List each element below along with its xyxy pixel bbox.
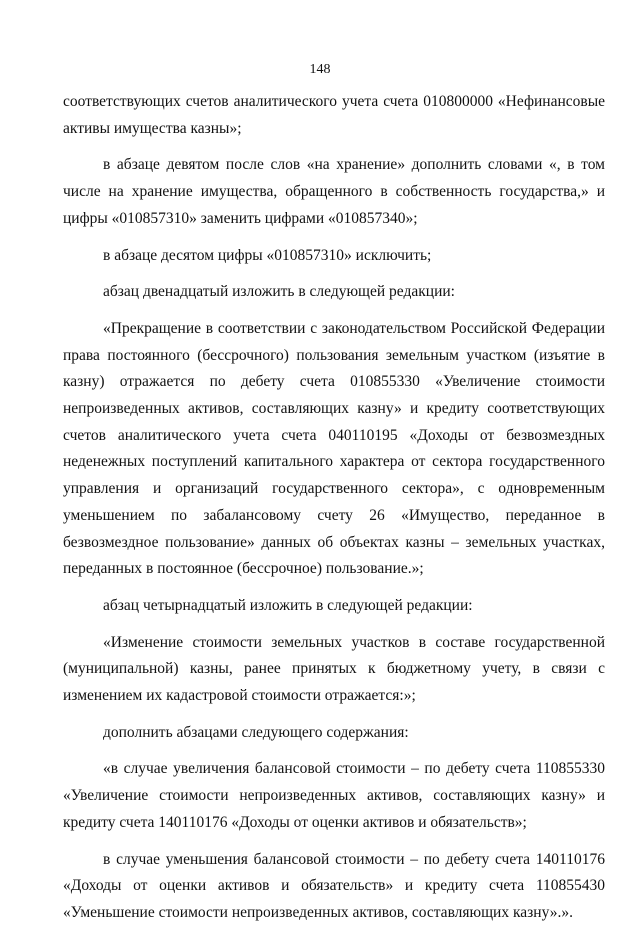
paragraph-continuation: соответствующих счетов аналитического учета счета 010800000 «Нефинансовые активы имущества казны»; xyxy=(63,93,605,137)
paragraph-abzac-14-intro: абзац четырнадцатый изложить в следующей редакции: xyxy=(103,596,473,614)
paragraph-abzac-12-intro: абзац двенадцатый изложить в следующей редакции: xyxy=(103,283,455,301)
paragraph-abzac-12-text: «Прекращение в соответствии с законодательством Российской Федерации права постоянного (бессрочного) пользования земельным участком (изъятие в казну) отражается по дебету счета 010855330 «Увеличение стоимости непроизведенных активов, составляющих казну» и кредиту соответствующих счетов аналитического учета счета 040110195 «Доходы от безвозмездных неденежных поступлений капитального характера от сектора государственного управления и организаций государственного сектора», с одновременным уменьшением по забалансовому счету 26 «Имущество, переданное в безвозмездное пользование» данных об объектах казны – земельных участках, переданных в постоянное (бессрочное) пользование.»; xyxy=(63,319,605,578)
paragraph-abzac-9-amendment: в абзаце девятом после слов «на хранение» дополнить словами «, в том числе на хранение имущества, обращенного в собственность государства,» и цифры «010857310» заменить цифрами «010857340»; xyxy=(63,156,605,227)
document-body xyxy=(63,89,605,937)
paragraph-decrease-case: в случае уменьшения балансовой стоимости – по дебету счета 140110176 «Доходы от оценки активов и обязательств» и кредиту счета 110855430 «Уменьшение стоимости непроизведенных активов, составляющих казну».». xyxy=(63,850,605,921)
paragraph-supplement-intro: дополнить абзацами следующего содержания: xyxy=(103,723,409,741)
paragraph-abzac-10-amendment: в абзаце десятом цифры «010857310» исключить; xyxy=(103,246,432,264)
paragraph-abzac-14-text: «Изменение стоимости земельных участков в составе государственной (муниципальной) казны, ранее принятых к бюджетному учету, в связи с изменением их кадастровой стоимости отражается:»; xyxy=(63,633,605,705)
paragraph-increase-case: «в случае увеличения балансовой стоимости – по дебету счета 110855330 «Увеличение стоимости непроизведенных активов, составляющих казну» и кредиту счета 140110176 «Доходы от оценки активов и обязательств»; xyxy=(63,760,605,831)
page-number: 148 xyxy=(309,62,331,77)
